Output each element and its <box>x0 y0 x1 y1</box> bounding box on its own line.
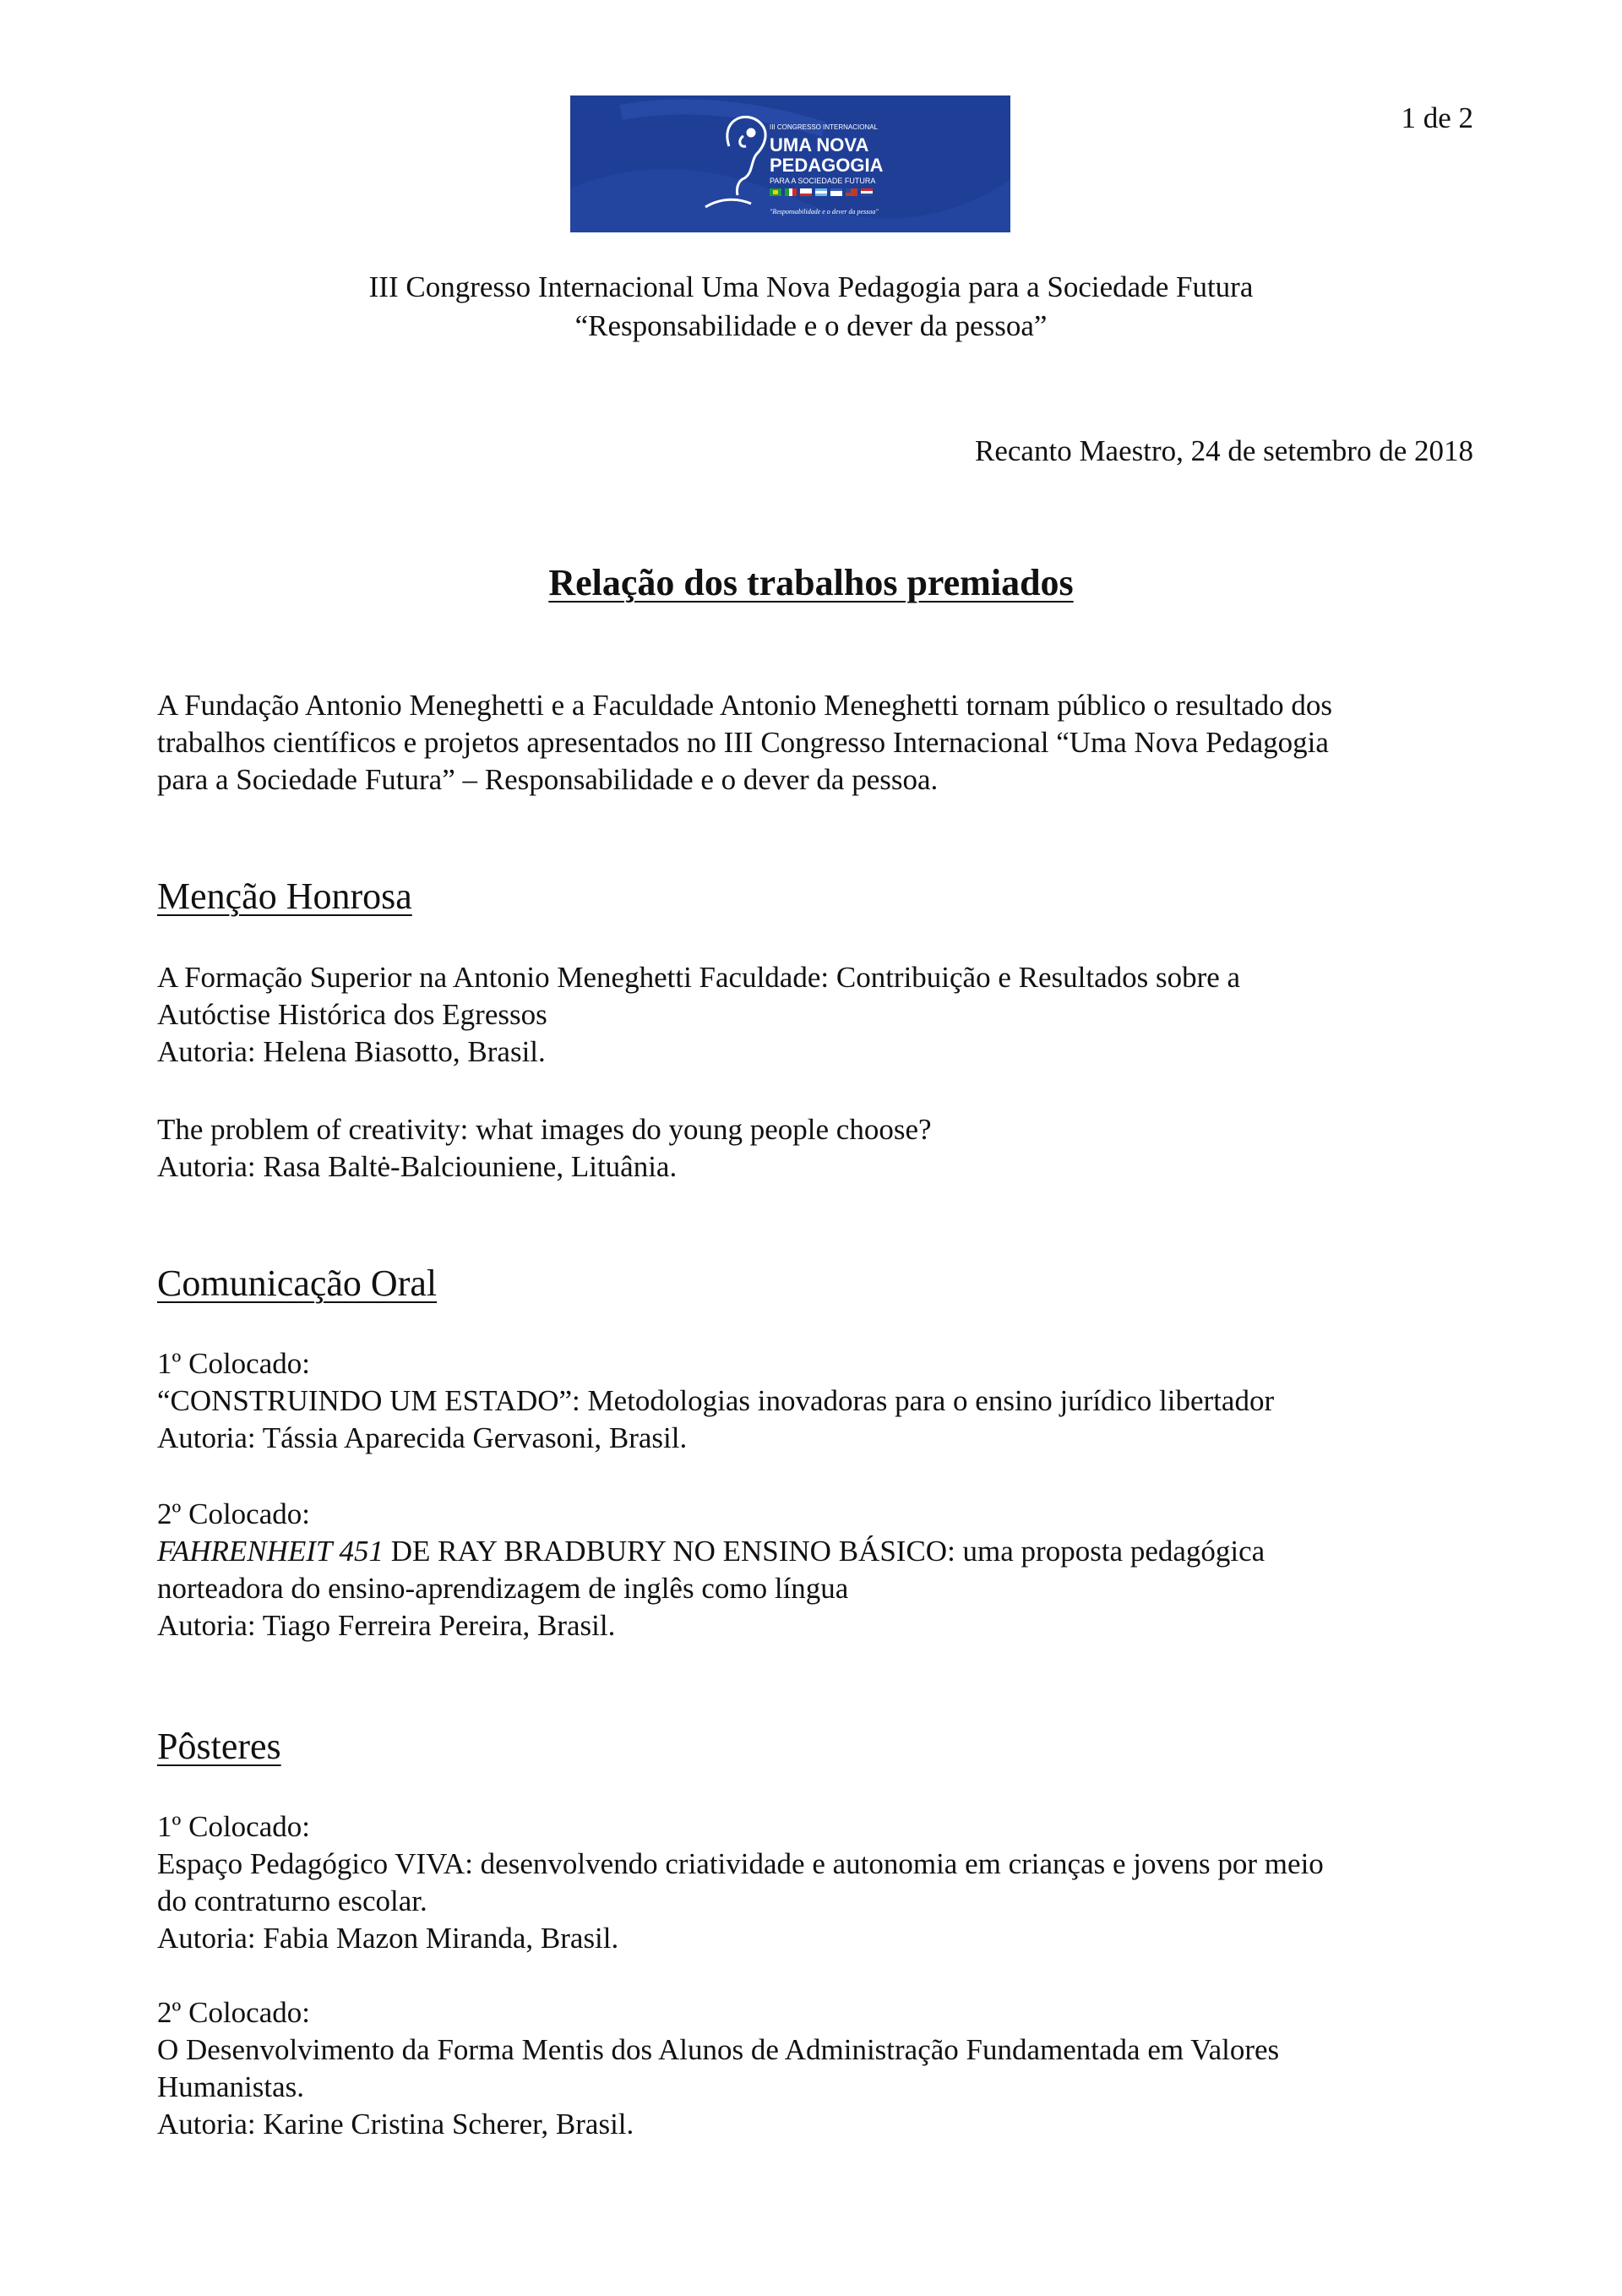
entry-title-line: Humanistas. <box>157 2070 305 2103</box>
entry-author: Autoria: Helena Biasotto, Brasil. <box>157 1035 546 1068</box>
logo-line2: PEDAGOGIA <box>770 155 884 176</box>
logo-line1: UMA NOVA <box>770 134 869 155</box>
mencao-entry-2 <box>157 1111 1475 1186</box>
intro-line: trabalhos científicos e projetos apresentados no III Congresso Internacional “Uma Nova Pedagogia <box>157 726 1329 759</box>
entry-title-line: do contraturno escolar. <box>157 1884 427 1917</box>
intro-paragraph <box>157 687 1475 799</box>
entry-title-line: norteadora do ensino-aprendizagem de inglês como língua <box>157 1572 849 1605</box>
page-number: 1 de 2 <box>1401 101 1473 134</box>
mencao-entry-1 <box>157 959 1475 1071</box>
placement-label: 1º Colocado: <box>157 1810 310 1843</box>
oral-first-entry <box>157 1345 1475 1457</box>
placement-label: 2º Colocado: <box>157 1996 310 2029</box>
entry-title-line: A Formação Superior na Antonio Meneghetti Faculdade: Contribuição e Resultados sobre a <box>157 961 1241 994</box>
page-title: Relação dos trabalhos premiados <box>548 562 1074 603</box>
entry-author: Autoria: Rasa Baltė-Balciouniene, Lituânia. <box>157 1150 678 1183</box>
posters-second-entry <box>157 1994 1475 2143</box>
posters-first-entry <box>157 1808 1475 1957</box>
section-heading-posters: Pôsteres <box>157 1726 281 1767</box>
entry-author: Autoria: Karine Cristina Scherer, Brasil. <box>157 2108 634 2141</box>
logo-line3: PARA A SOCIEDADE FUTURA <box>770 177 876 185</box>
entry-author: Autoria: Fabia Mazon Miranda, Brasil. <box>157 1922 619 1955</box>
logo-motto: "Responsabilidade e o dever da pessoa" <box>770 208 879 215</box>
section-heading-oral: Comunicação Oral <box>157 1263 438 1304</box>
header-line1: III Congresso Internacional Uma Nova Pedagogia para a Sociedade Futura <box>368 270 1254 303</box>
entry-title-line: “CONSTRUINDO UM ESTADO”: Metodologias inovadoras para o ensino jurídico libertador <box>157 1384 1275 1417</box>
flags-row <box>770 188 873 196</box>
entry-title-line: Espaço Pedagógico VIVA: desenvolvendo criatividade e autonomia em crianças e jovens por meio <box>157 1847 1324 1880</box>
entry-title-rest: DE RAY BRADBURY NO ENSINO BÁSICO: uma proposta pedagógica <box>384 1535 1265 1568</box>
entry-title-line: Autóctise Histórica dos Egressos <box>157 998 547 1031</box>
book-title-italic: FAHRENHEIT 451 <box>157 1535 384 1568</box>
intro-line: para a Sociedade Futura” – Responsabilidade e o dever da pessoa. <box>157 763 939 796</box>
placement-label: 2º Colocado: <box>157 1497 310 1530</box>
entry-title-line: The problem of creativity: what images do young people choose? <box>157 1113 932 1146</box>
entry-author: Autoria: Tássia Aparecida Gervasoni, Brasil. <box>157 1421 688 1454</box>
entry-title-line <box>157 1533 1475 1570</box>
logo-graphic <box>570 95 1010 232</box>
entry-author: Autoria: Tiago Ferreira Pereira, Brasil. <box>157 1609 616 1642</box>
placement-label: 1º Colocado: <box>157 1347 310 1380</box>
oral-second-entry <box>157 1496 1475 1644</box>
entry-title-line: O Desenvolvimento da Forma Mentis dos Alunos de Administração Fundamentada em Valores <box>157 2033 1280 2066</box>
logo-congress-tag: III CONGRESSO INTERNACIONAL <box>770 123 879 131</box>
intro-line: A Fundação Antonio Meneghetti e a Faculdade Antonio Meneghetti tornam público o resultado dos <box>157 689 1332 722</box>
congress-logo <box>570 95 1010 232</box>
section-heading-mencao: Menção Honrosa <box>157 875 412 917</box>
date-line: Recanto Maestro, 24 de setembro de 2018 <box>975 434 1473 467</box>
header-line2: “Responsabilidade e o dever da pessoa” <box>574 309 1048 342</box>
